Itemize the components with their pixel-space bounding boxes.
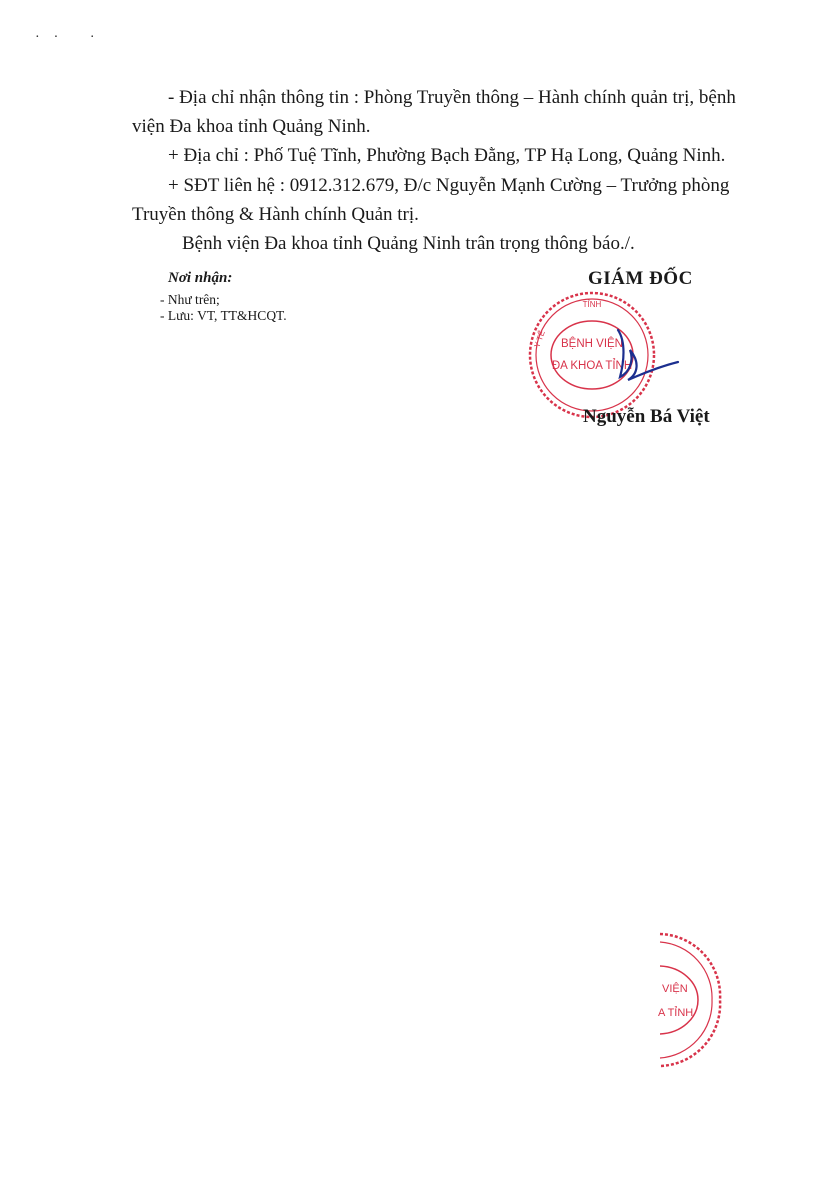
stamp-left-text: Y TẾ	[532, 329, 547, 349]
scan-artifact: ·· ·	[35, 30, 109, 45]
closing-line: Bệnh viện Đa khoa tỉnh Quảng Ninh trân trọng thông báo./.	[182, 233, 635, 254]
partial-stamp	[640, 930, 740, 1070]
partial-stamp-line-1: VIỆN	[662, 983, 688, 995]
body-line-3: + Địa chỉ : Phố Tuệ Tĩnh, Phường Bạch Đằng, TP Hạ Long, Quảng Ninh.	[168, 145, 726, 166]
recipient-item: - Lưu: VT, TT&HCQT.	[160, 308, 287, 323]
recipient-item: - Như trên;	[160, 292, 220, 307]
body-line-2: viện Đa khoa tỉnh Quảng Ninh.	[132, 116, 371, 137]
handwritten-signature	[600, 322, 690, 392]
partial-stamp-line-2: A TỈNH	[658, 1007, 694, 1019]
signature-title: GIÁM ĐỐC	[588, 268, 693, 289]
stamp-top-text: TỈNH	[582, 300, 602, 309]
body-line-5: Truyền thông & Hành chính Quản trị.	[132, 204, 419, 225]
stamp-line-1: BỆNH VIỆN	[561, 338, 623, 350]
stamp-line-2: ĐA KHOA TỈNH	[551, 360, 633, 372]
body-line-4: + SĐT liên hệ : 0912.312.679, Đ/c Nguyễn Mạnh Cường – Trưởng phòng	[168, 175, 730, 196]
recipients-title: Nơi nhận:	[168, 270, 233, 286]
body-line-1: - Địa chỉ nhận thông tin : Phòng Truyền thông – Hành chính quản trị, bệnh	[168, 87, 736, 108]
signatory-name: Nguyễn Bá Việt	[583, 406, 710, 427]
